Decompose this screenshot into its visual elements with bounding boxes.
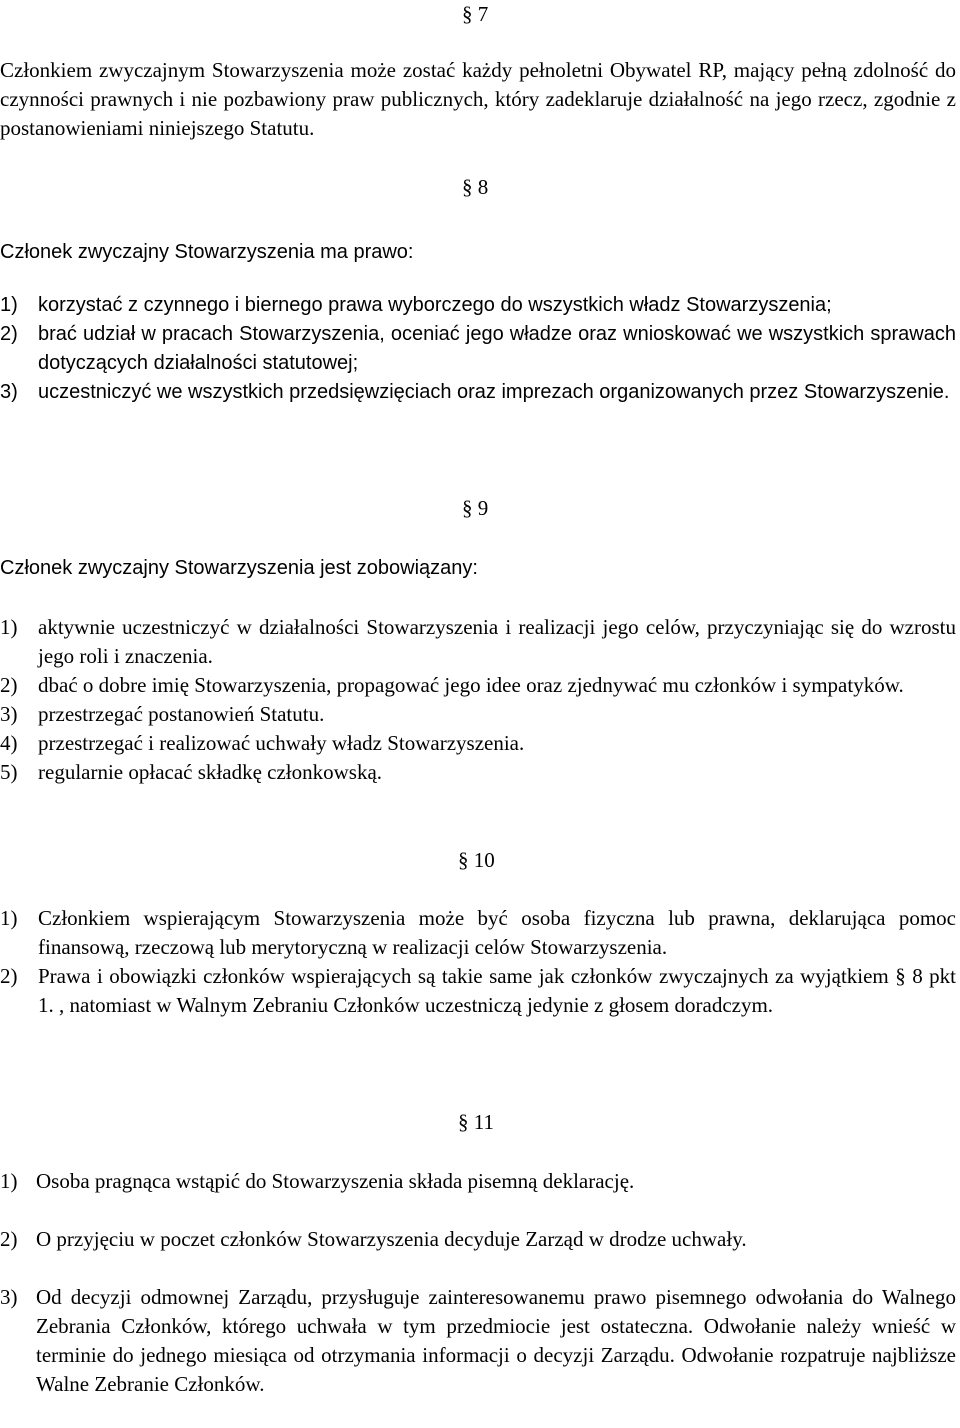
list-item-number: 2)	[0, 964, 18, 988]
list-item-number: 1)	[0, 906, 18, 930]
section-8-list	[0, 291, 956, 407]
section-9-intro: Członek zwyczajny Stowarzyszenia jest zobowiązany:	[0, 557, 478, 579]
section-8-heading: § 8	[462, 175, 489, 199]
section-10-list	[0, 904, 956, 1020]
list-item	[0, 378, 956, 407]
list-item-number: 2)	[0, 1227, 18, 1251]
list-item-text: uczestniczyć we wszystkich przedsięwzięciach oraz imprezach organizowanych przez Stowarzyszenie.	[38, 381, 950, 403]
list-item-number: 2)	[0, 673, 18, 697]
list-item-number: 3)	[0, 381, 18, 403]
list-item	[0, 758, 956, 787]
section-7-paragraph: Członkiem zwyczajnym Stowarzyszenia może zostać każdy pełnoletni Obywatel RP, mający pełną zdolność do czynności prawnych i nie pozbawiony praw publicznych, który zadeklaruje działalność na jego rzecz, zgodnie z postanowieniami niniejszego Statutu.	[0, 58, 956, 140]
list-item	[0, 671, 956, 700]
list-item-number: 1)	[0, 615, 18, 639]
list-item-text: regularnie opłacać składkę członkowską.	[38, 760, 383, 784]
section-9-list	[0, 613, 956, 787]
list-item-number: 5)	[0, 760, 18, 784]
section-10-heading: § 10	[458, 848, 495, 872]
list-item	[0, 1283, 956, 1399]
list-item-text: korzystać z czynnego i biernego prawa wyborczego do wszystkich władz Stowarzyszenia;	[38, 294, 832, 316]
section-7-heading: § 7	[462, 2, 489, 26]
list-item-text: Prawa i obowiązki członków wspierających są takie same jak członków zwyczajnych za wyjątkiem § 8 pkt 1. , natomiast w Walnym Zebraniu Członków uczestniczą jedynie z głosem doradczym.	[38, 964, 956, 1017]
list-item	[0, 320, 956, 378]
list-item-text: Osoba pragnąca wstąpić do Stowarzyszenia składa pisemną deklarację.	[36, 1169, 635, 1193]
list-item-text: dbać o dobre imię Stowarzyszenia, propagować jego idee oraz zjednywać mu członków i sympatyków.	[38, 673, 904, 697]
list-item-text: Od decyzji odmownej Zarządu, przysługuje zainteresowanemu prawo pisemnego odwołania do Walnego Zebrania Członków, którego uchwała w tym przedmiocie jest ostateczna. Odwołanie należy wnieść w terminie do jednego miesiąca od otrzymania informacji o decyzji Zarządu. Odwołanie rozpatruje najbliższe Walne Zebranie Członków.	[36, 1285, 956, 1396]
list-item-text: przestrzegać postanowień Statutu.	[38, 702, 325, 726]
section-11-list	[0, 1167, 956, 1428]
section-11-heading: § 11	[458, 1110, 494, 1134]
section-8-intro: Członek zwyczajny Stowarzyszenia ma prawo:	[0, 241, 414, 263]
list-item	[0, 962, 956, 1020]
list-item-number: 1)	[0, 1169, 18, 1193]
list-item	[0, 729, 956, 758]
list-item-text: brać udział w pracach Stowarzyszenia, oceniać jego władze oraz wnioskować we wszystkich sprawach dotyczących działalności statutowej;	[38, 323, 956, 374]
list-item	[0, 613, 956, 671]
list-item-text: aktywnie uczestniczyć w działalności Stowarzyszenia i realizacji jego celów, przyczyniając się do wzrostu jego roli i znaczenia.	[38, 615, 956, 668]
list-item	[0, 1167, 956, 1196]
list-item-text: Członkiem wspierającym Stowarzyszenia może być osoba fizyczna lub prawna, deklarująca pomoc finansową, rzeczową lub merytoryczną w realizacji celów Stowarzyszenia.	[38, 906, 956, 959]
list-item-number: 4)	[0, 731, 18, 755]
list-item-number: 3)	[0, 1285, 18, 1309]
section-9-heading: § 9	[462, 496, 489, 520]
list-item-number: 2)	[0, 323, 18, 345]
list-item-number: 3)	[0, 702, 18, 726]
list-item	[0, 904, 956, 962]
list-item	[0, 291, 956, 320]
list-item-text: O przyjęciu w poczet członków Stowarzyszenia decyduje Zarząd w drodze uchwały.	[36, 1227, 747, 1251]
list-item-number: 1)	[0, 294, 18, 316]
list-item-text: przestrzegać i realizować uchwały władz Stowarzyszenia.	[38, 731, 525, 755]
list-item	[0, 1225, 956, 1254]
list-item	[0, 700, 956, 729]
